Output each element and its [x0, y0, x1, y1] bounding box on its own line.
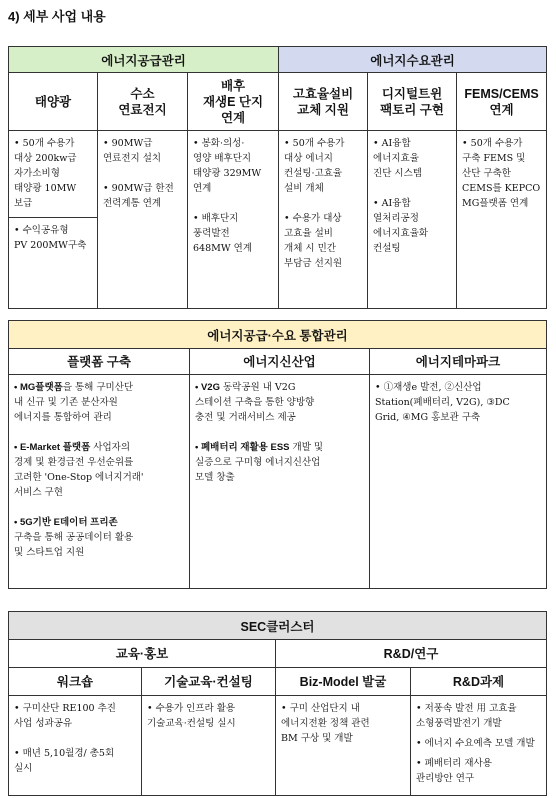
cell-digital-twin [368, 131, 457, 309]
cell-new-industry [190, 375, 370, 589]
list-item: • 수용가 인프라 활용 기술교육·컨설팅 실시 [147, 703, 236, 729]
list-item [190, 435, 369, 485]
cell-solar [9, 131, 98, 309]
item-text: 개발 및 실증으로 구미형 에너지신산업 모델 창출 [195, 442, 324, 483]
list-item: • 50개 수용가 구축 FEMS 및 산단 구축한 CEMS를 KEPCO MG플랫폼 연계 [462, 138, 541, 209]
list-item: • AI융합 열처리공정 에너지효율화 컨설팅 [373, 198, 429, 254]
list-item: • 수용가 대상 고효율 설비 개체 시 민간 부담금 선지원 [284, 213, 343, 269]
cell-fems [457, 131, 547, 309]
col-title-new-industry: 에너지신산업 [190, 349, 370, 375]
item-heading: • V2G [195, 382, 220, 393]
list-item: • 90MW급 한전 전력계통 연계 [103, 183, 174, 209]
list-item [9, 375, 189, 425]
cell-renewable-link [188, 131, 279, 309]
list-item: • 매년 5,10월경/ 총5회 실시 [14, 748, 115, 774]
integrated-management-header: 에너지공급·수요 통합관리 [9, 321, 547, 349]
col-title-workshop: 워크숍 [9, 668, 142, 696]
education-promotion-header: 교육·홍보 [9, 640, 276, 668]
col-title-fems: FEMS/CEMS 연계 [457, 73, 547, 131]
section-sec-cluster [8, 611, 547, 796]
item-text: 을 통해 구미산단 내 신규 및 기존 분산자원 에너지를 통합하여 관리 [14, 382, 134, 423]
list-item [9, 435, 189, 500]
item-text: 구축을 통해 공공데이터 활용 및 스타트업 지원 [14, 532, 134, 558]
col-title-biz-model: Biz-Model 발굴 [276, 668, 411, 696]
item-text: • ①재생e 발전, ②신산업 Station(폐배터리, V2G), ③DC Grid, ④MG 홍보관 구축 [375, 382, 510, 423]
item-text: 동락공원 내 V2G 스테이션 구축을 통한 양방향 충전 및 거래서비스 제공 [195, 382, 315, 423]
document-title: 4) 세부 사업 내용 [8, 9, 106, 24]
list-item: • 구미 산업단지 내 에너지전환 정책 관련 BM 구상 및 개발 [281, 703, 370, 744]
cell-biz-model [276, 696, 411, 796]
cell-platform [9, 375, 190, 589]
list-item: • AI융합 에너지효율 진단 시스템 [373, 138, 422, 179]
list-item: • 에너지 수요예측 모델 개발 [416, 738, 535, 749]
list-item: • 봉화·의성· 영양 배후단지 태양광 329MW 연계 [193, 138, 262, 194]
col-title-hydrogen: 수소 연료전지 [98, 73, 188, 131]
col-title-rnd-project: R&D과제 [411, 668, 547, 696]
list-item [370, 375, 546, 425]
cell-tech-education [142, 696, 276, 796]
section-supply-demand [8, 46, 547, 309]
col-title-solar: 태양광 [9, 73, 98, 131]
list-item: • 50개 수용가 대상 에너지 컨설팅·고효율 설비 개체 [284, 138, 345, 194]
list-item: • 배후단지 풍력발전 648MW 연계 [193, 213, 252, 254]
cell-theme-park [370, 375, 547, 589]
col-title-digital-twin: 디지털트윈 팩토리 구현 [368, 73, 457, 131]
list-item: • 90MW급 연료전지 설치 [103, 138, 162, 164]
cell-efficiency [279, 131, 368, 309]
col-title-efficiency: 고효율설비 교체 지원 [279, 73, 368, 131]
list-item: • 저풍속 발전 用 고효율 소형풍력발전기 개발 [416, 703, 517, 729]
list-item: • 폐배터리 재사용 관리방안 연구 [416, 758, 492, 784]
list-item [190, 375, 369, 425]
list-item: • 50개 수용가 대상 200kw급 자가소비형 태양광 10MW 보급 [14, 138, 77, 209]
supply-management-header: 에너지공급관리 [9, 47, 279, 73]
item-heading: • MG플랫폼 [14, 382, 63, 393]
sec-cluster-header: SEC클러스터 [9, 612, 547, 640]
item-heading: • 폐배터리 재활용 ESS [195, 442, 290, 453]
cell-workshop [9, 696, 142, 796]
col-title-platform: 플랫폼 구축 [9, 349, 190, 375]
list-item: • 수익공유형 PV 200MW구축 [14, 225, 87, 251]
col-title-tech-education: 기술교육·컨설팅 [142, 668, 276, 696]
demand-management-header: 에너지수요관리 [279, 47, 547, 73]
col-title-renewable-link: 배후 재생E 단지 연계 [188, 73, 279, 131]
section-integrated-management [8, 320, 547, 589]
item-text: 사업자의 경제 및 환경급전 우선순위를 고려한 'One-Stop 에너지거래' 서비스 구현 [14, 442, 144, 498]
cell-rnd-project [411, 696, 547, 796]
cell-hydrogen [98, 131, 188, 309]
item-heading: • E-Market 플랫폼 [14, 442, 91, 453]
item-heading: • 5G기반 E데이터 프리존 [14, 517, 118, 528]
list-item: • 구미산단 RE100 추진 사업 성과공유 [14, 703, 116, 729]
rnd-research-header: R&D/연구 [276, 640, 547, 668]
list-item [9, 510, 189, 560]
col-title-theme-park: 에너지테마파크 [370, 349, 547, 375]
